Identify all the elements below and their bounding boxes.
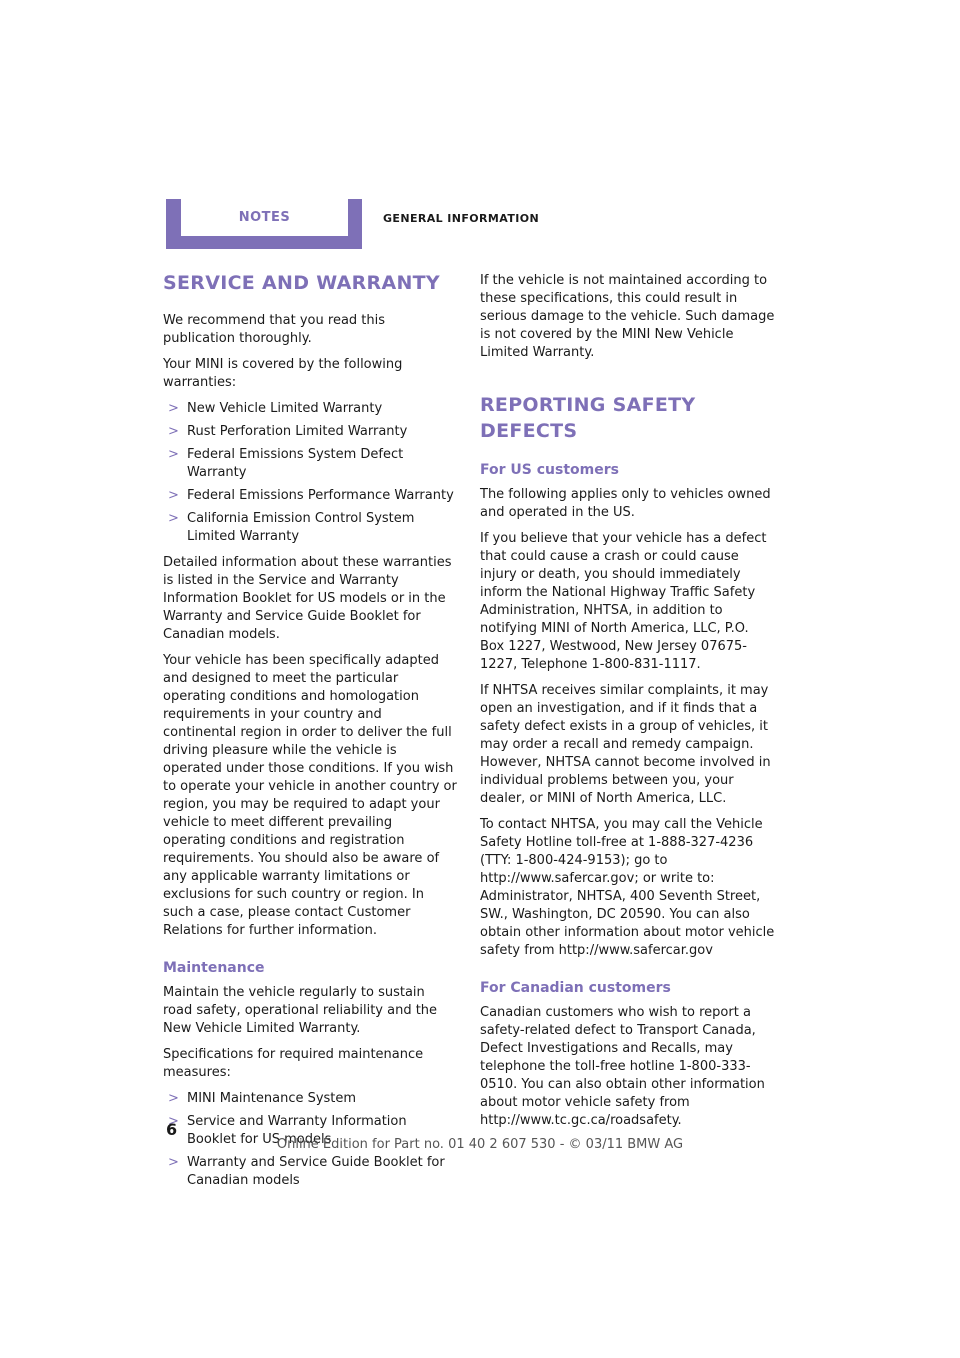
us-paragraph-4: To contact NHTSA, you may call the Vehicle Safety Hotline toll-free at 1-888-327-4236 (TTY: 1-800-424-9153); go to http://www.safercar.gov; or write to: Administrator, NHTSA, 400 Seventh Street, SW., Washington, DC 20590. You can also obtain other information about motor vehicle safety from http://www.safercar.gov <box>480 817 775 958</box>
left-column <box>163 270 457 1198</box>
warranty-list <box>163 400 457 546</box>
footer-text: Online Edition for Part no. 01 40 2 607 530 - © 03/11 BMW AG <box>276 1137 684 1152</box>
list-item: > Federal Emissions System Defect Warranty <box>163 446 457 482</box>
right-column <box>480 272 776 1138</box>
section-label: GENERAL INFORMATION <box>383 212 540 225</box>
maintenance-text: Maintain the vehicle regularly to sustain road safety, operational reliability and the New Vehicle Limited Warranty. <box>163 985 438 1036</box>
page-number: 6 <box>166 1120 178 1139</box>
list-item: > Federal Emissions Performance Warranty <box>163 487 457 505</box>
list-item: > California Emission Control System Limited Warranty <box>163 510 457 546</box>
us-paragraph-2: If you believe that your vehicle has a defect that could cause a crash or could cause injury or death, you should immediately inform the National Highway Traffic Safety Administration, NHTSA, in addition to notifying MINI of North America, LLC, P.O. Box 1227, Westwood, New Jersey 07675-1227, Telephone 1-800-831-1117. <box>480 531 767 672</box>
not-maintained-text: If the vehicle is not maintained according to these specifications, this could result in serious damage to the vehicle. Such damage is not covered by the MINI New Vehicle Limited Warranty. <box>480 273 775 360</box>
us-customers-heading: For US customers <box>480 462 619 478</box>
canadian-paragraph: Canadian customers who wish to report a safety-related defect to Transport Canada, Defect Investigations and Recalls, may telephone the toll-free hotline 1-800-333-0510. You can also obtain other information about motor vehicle safety from http://www.tc.gc.ca/roadsafety. <box>480 1005 765 1128</box>
us-paragraph-3: If NHTSA receives similar complaints, it may open an investigation, and if it finds that a safety defect exists in a group of vehicles, it may order a recall and remedy campaign. However, NHTSA cannot become involved in individual problems between you, your dealer, or MINI of North America, LLC. <box>480 683 771 806</box>
specs-text: Specifications for required maintenance measures: <box>163 1047 424 1080</box>
adapted-text: Your vehicle has been specifically adapted and designed to meet the particular operating conditions and homologation requirements in your country and continental region in order to deliver the full driving pleasure while the vehicle is operated under those conditions. If you wish to operate your vehicle in another country or region, you may be required to adapt your vehicle to meet different prevailing operating conditions and registration requirements. You should also be aware of any applicable warranty limitations or exclusions for such country or region. In such a case, please contact Customer Relations for further information. <box>163 653 457 938</box>
list-item: > MINI Maintenance System <box>163 1090 457 1108</box>
canadian-customers-heading: For Canadian customers <box>480 980 671 996</box>
list-item: > New Vehicle Limited Warranty <box>163 400 457 418</box>
intro-text: We recommend that you read this publication thoroughly. <box>163 313 386 346</box>
covered-text: Your MINI is covered by the following warranties: <box>163 357 403 390</box>
service-warranty-heading: SERVICE AND WARRANTY <box>163 272 440 294</box>
list-item: > Rust Perforation Limited Warranty <box>163 423 457 441</box>
safety-defects-heading: REPORTING SAFETY DEFECTS <box>480 394 696 442</box>
detail-text: Detailed information about these warranties is listed in the Service and Warranty Information Booklet for US models or in the Warranty and Service Guide Booklet for Canadian models. <box>163 555 452 642</box>
notes-tab-inner <box>181 199 348 236</box>
us-paragraph-1: The following applies only to vehicles owned and operated in the US. <box>480 487 771 520</box>
notes-tab-label: NOTES <box>238 210 291 225</box>
list-item: > Service and Warranty Information Booklet for US models <box>163 1113 457 1149</box>
maintenance-heading: Maintenance <box>163 960 265 976</box>
list-item: > Warranty and Service Guide Booklet for Canadian models <box>163 1154 457 1190</box>
